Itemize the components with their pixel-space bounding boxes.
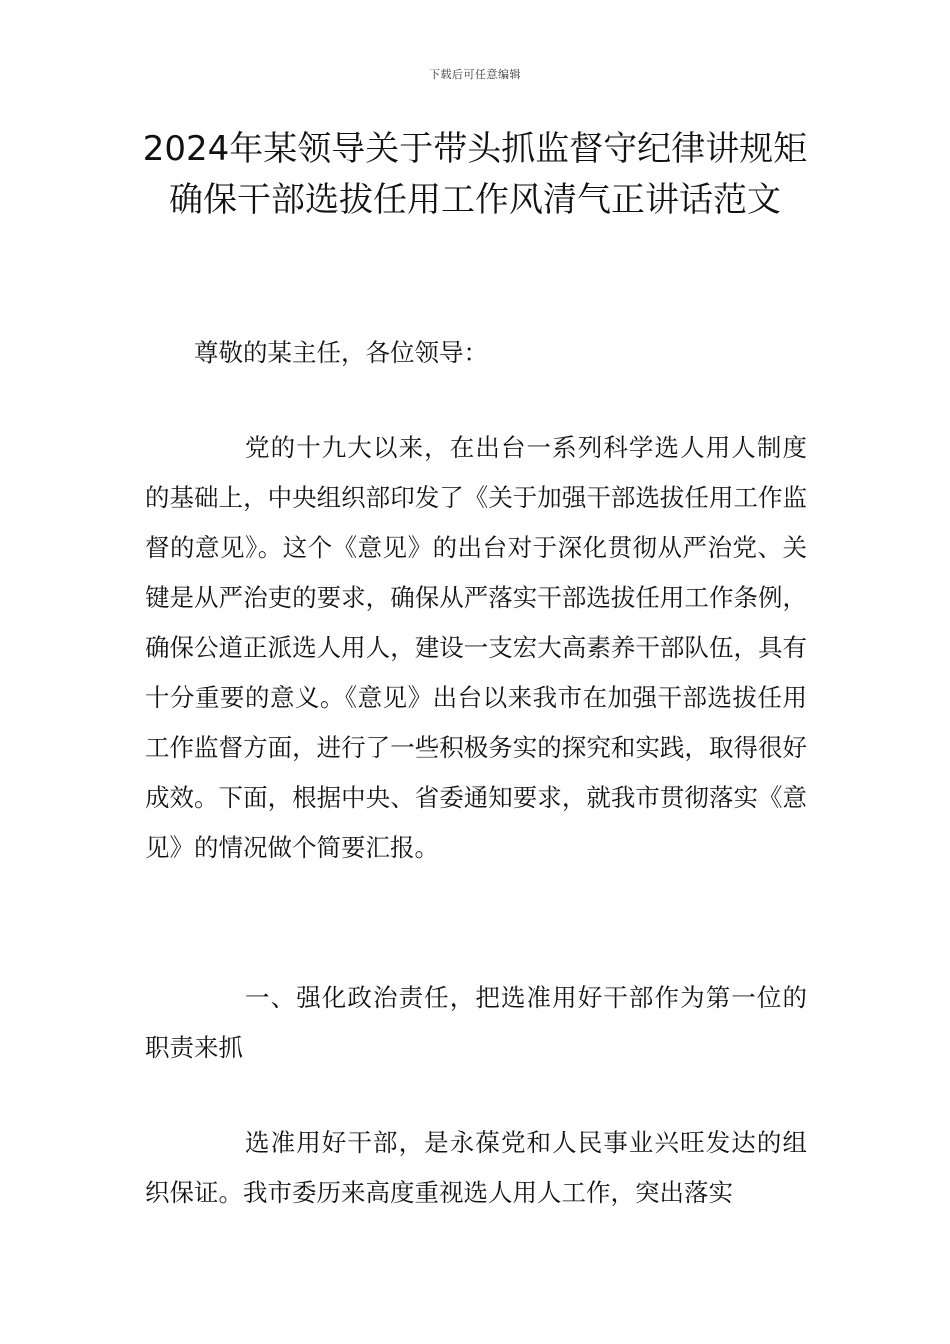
paragraph-section-1: 选准用好干部，是永葆党和人民事业兴旺发达的组织保证。我市委历来高度重视选人用人工作，突出落实 (145, 1128, 807, 1207)
header-note: 下载后可任意编辑 (429, 68, 521, 81)
salutation: 尊敬的某主任，各位领导： (194, 338, 488, 367)
paragraph-intro: 党的十九大以来，在出台一系列科学选人用人制度的基础上，中央组织部印发了《关于加强干部选拔任用工作监督的意见》。这个《意见》的出台对于深化贯彻从严治党、关键是从严治吏的要求，确保从严落实干部选拔任用工作条例，确保公道正派选人用人，建设一支宏大高素养干部队伍，具有十分重要的意义。《意见》出台以来我市在加强干部选拔任用工作监督方面，进行了一些积极务实的探究和实践，取得很好成效。下面，根据中央、省委通知要求，就我市贯彻落实《意见》的情况做个简要汇报。 (145, 433, 807, 862)
document-title: 2024年某领导关于带头抓监督守纪律讲规矩 确保干部选拔任用工作风清气正讲话范文 (142, 129, 808, 220)
section-heading-1: 一、强化政治责任，把选准用好干部作为第一位的职责来抓 (145, 983, 807, 1062)
